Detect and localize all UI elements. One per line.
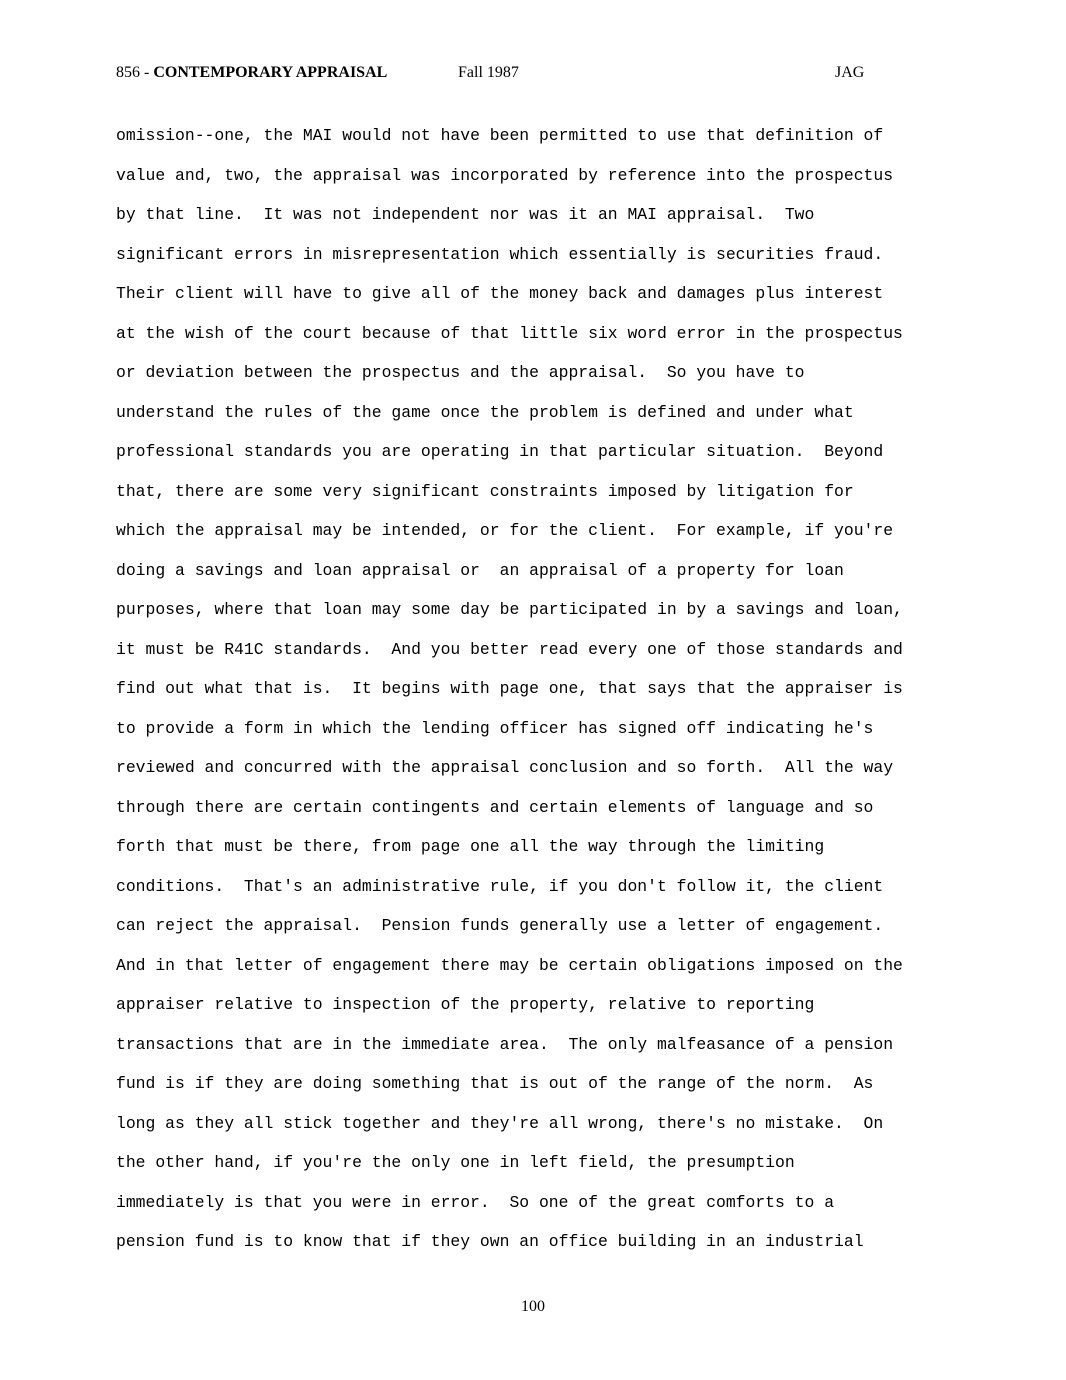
text-line: doing a savings and loan appraisal or an appraisal of a property for loan: [116, 560, 844, 580]
text-line: pension fund is to know that if they own an office building in an industrial: [116, 1232, 864, 1251]
text-line: forth that must be there, from page one all the way through the limiting: [116, 837, 825, 856]
text-line: it must be R41C standards. And you better read every one of those standards and: [116, 639, 903, 659]
header-page-ref: 856 -: [116, 64, 154, 81]
text-line: And in that letter of engagement there may be certain obligations imposed on the: [116, 955, 903, 975]
text-line: appraiser relative to inspection of the property, relative to reporting: [116, 995, 815, 1014]
text-line: significant errors in misrepresentation which essentially is securities fraud.: [116, 244, 884, 264]
text-line: find out what that is. It begins with page one, that says that the appraiser is: [116, 679, 903, 698]
text-line: to provide a form in which the lending officer has signed off indicating he's: [116, 718, 874, 738]
header-course: [116, 62, 387, 84]
text-line: reviewed and concurred with the appraisal conclusion and so forth. All the way: [116, 758, 894, 777]
text-line: the other hand, if you're the only one in left field, the presumption: [116, 1153, 795, 1172]
header-initials: JAG: [835, 64, 865, 81]
text-line: through there are certain contingents and certain elements of language and so: [116, 797, 874, 817]
text-line: value and, two, the appraisal was incorporated by reference into the prospectus: [116, 165, 894, 185]
page-header: [0, 62, 1066, 84]
page-number: 100: [521, 1298, 545, 1315]
text-line: Their client will have to give all of the money back and damages plus interest: [116, 284, 884, 303]
header-term: Fall 1987: [458, 64, 519, 81]
text-line: by that line. It was not independent nor was it an MAI appraisal. Two: [116, 205, 815, 224]
text-line: that, there are some very significant constraints imposed by litigation for: [116, 481, 854, 501]
text-line: can reject the appraisal. Pension funds generally use a letter of engagement.: [116, 916, 884, 935]
header-course-title: CONTEMPORARY APPRAISAL: [153, 64, 388, 81]
text-line: conditions. That's an administrative rule, if you don't follow it, the client: [116, 876, 884, 896]
text-line: fund is if they are doing something that is out of the range of the norm. As: [116, 1074, 874, 1093]
transcript-body: [116, 116, 1016, 1262]
text-line: immediately is that you were in error. So one of the great comforts to a: [116, 1192, 835, 1212]
text-line: which the appraisal may be intended, or for the client. For example, if you're: [116, 521, 894, 540]
text-line: transactions that are in the immediate area. The only malfeasance of a pension: [116, 1034, 894, 1054]
text-line: at the wish of the court because of that little six word error in the prospectus: [116, 323, 903, 343]
text-line: omission--one, the MAI would not have been permitted to use that definition of: [116, 126, 884, 145]
text-line: or deviation between the prospectus and the appraisal. So you have to: [116, 363, 805, 382]
text-line: professional standards you are operating in that particular situation. Beyond: [116, 442, 884, 461]
text-line: purposes, where that loan may some day be participated in by a savings and loan,: [116, 600, 903, 619]
text-line: understand the rules of the game once the problem is defined and under what: [116, 402, 854, 422]
text-line: long as they all stick together and they're all wrong, there's no mistake. On: [116, 1113, 884, 1133]
